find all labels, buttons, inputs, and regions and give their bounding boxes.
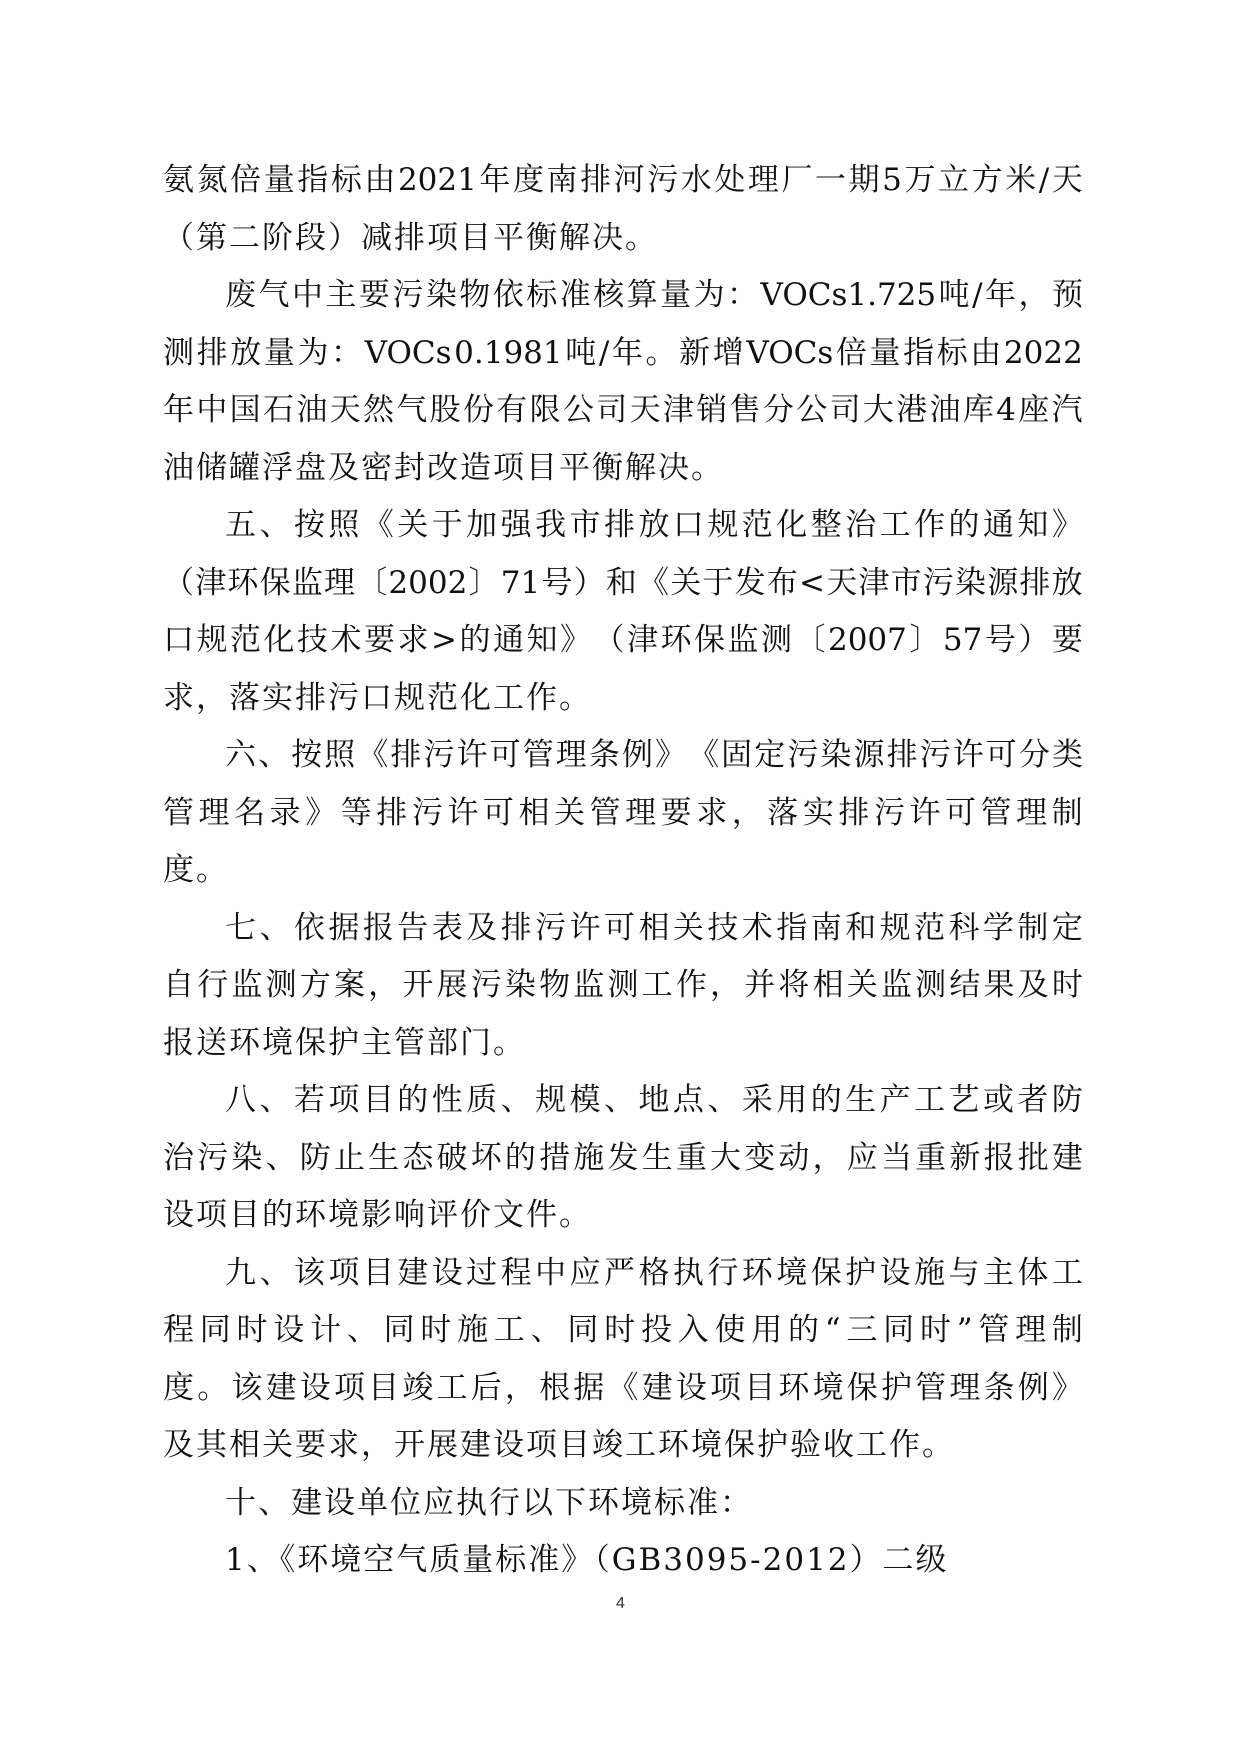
text-line: 六 、 按 照 《 排 污 许 可 管 理 条 例 》 《 固 定 污 染 源 排 污 许 可 分 类 — [225, 737, 1083, 773]
text-line: 度。 — [163, 852, 229, 888]
paragraph-ammonia-offset — [163, 152, 1083, 267]
text-line: 及其相关要求，开展建设项目竣工环境保护验收工作。 — [163, 1427, 955, 1463]
paragraph-voc-emission — [163, 267, 1083, 497]
paragraph-item-9 — [163, 1245, 1083, 1475]
text-line: 年 中 国 石 油 天 然 气 股 份 有 限 公 司 天 津 销 售 分 公 司 大 港 油 库 4 座 汽 — [163, 392, 1083, 428]
paragraph-item-5 — [163, 497, 1083, 727]
paragraph-item-10 — [163, 1475, 1083, 1533]
text-line: 治 污 染 、 防 止 生 态 破 坏 的 措 施 发 生 重 大 变 动 ， 应 当 重 新 报 批 建 — [163, 1139, 1083, 1176]
text-line: 报送环境保护主管部门。 — [163, 1024, 526, 1061]
text-line: 自 行 监 测 方 案 ， 开 展 污 染 物 监 测 工 作 ， 并 将 相 关 监 测 结 果 及 时 — [163, 967, 1083, 1003]
text-line: 七 、 依 据 报 告 表 及 排 污 许 可 相 关 技 术 指 南 和 规 范 科 学 制 定 — [225, 909, 1083, 946]
text-line: 九 、 该 项 目 建 设 过 程 中 应 严 格 执 行 环 境 保 护 设 施 与 主 体 工 — [225, 1254, 1083, 1291]
paragraph-item-8 — [163, 1072, 1083, 1245]
text-line: 十、建设单位应执行以下环境标准： — [225, 1484, 753, 1521]
document-body — [163, 152, 1083, 1590]
text-line: 氨 氮 倍 量 指 标 由 2021 年 度 南 排 河 污 水 处 理 厂 一 期 5 万 立 方 米 / 天 — [163, 162, 1083, 198]
text-line: 设项目的环境影响评价文件。 — [163, 1197, 592, 1233]
paragraph-item-7 — [163, 900, 1083, 1073]
page-number: 4 — [616, 1595, 625, 1612]
text-line: 1、《环境空气质量标准》（GB3095-2012）二级 — [225, 1542, 949, 1578]
text-line: 求，落实排污口规范化工作。 — [163, 679, 592, 716]
text-line: （第二阶段）减排项目平衡解决。 — [163, 219, 658, 256]
text-line: （ 津 环 保 监 理 〔 2002 〕 71 号 ） 和 《 关 于 发 布 < 天 津 市 污 染 源 排 放 — [163, 564, 1083, 601]
text-line: 油储罐浮盘及密封改造项目平衡解决。 — [163, 449, 724, 486]
text-line: 八 、 若 项 目 的 性 质 、 规 模 、 地 点 、 采 用 的 生 产 工 艺 或 者 防 — [225, 1082, 1083, 1118]
text-line: 度 。 该 建 设 项 目 竣 工 后 ， 根 据 《 建 设 项 目 环 境 保 护 管 理 条 例 》 — [163, 1369, 1083, 1406]
text-line: 管 理 名 录 》 等 排 污 许 可 相 关 管 理 要 求 ， 落 实 排 污 许 可 管 理 制 — [163, 794, 1083, 831]
text-line: 废 气 中 主 要 污 染 物 依 标 准 核 算 量 为 ： VOCs1.725 吨 / 年 ， 预 — [225, 277, 1083, 313]
paragraph-item-6 — [163, 727, 1083, 900]
text-line: 口 规 范 化 技 术 要 求 > 的 通 知 》 （ 津 环 保 监 测 〔 2007 〕 57 号 ） 要 — [163, 622, 1083, 658]
text-line: 测 排 放 量 为 ： VOCs 0.1981 吨 / 年 。 新 增 VOCs 倍 量 指 标 由 2022 — [163, 334, 1083, 371]
text-line: 程 同 时 设 计 、 同 时 施 工 、 同 时 投 入 使 用 的 “ 三 同 时 ” 管 理 制 — [163, 1312, 1083, 1348]
text-line: 五 、 按 照 《 关 于 加 强 我 市 排 放 口 规 范 化 整 治 工 作 的 通 知 》 — [225, 507, 1083, 543]
paragraph-standard-1 — [163, 1532, 1083, 1590]
